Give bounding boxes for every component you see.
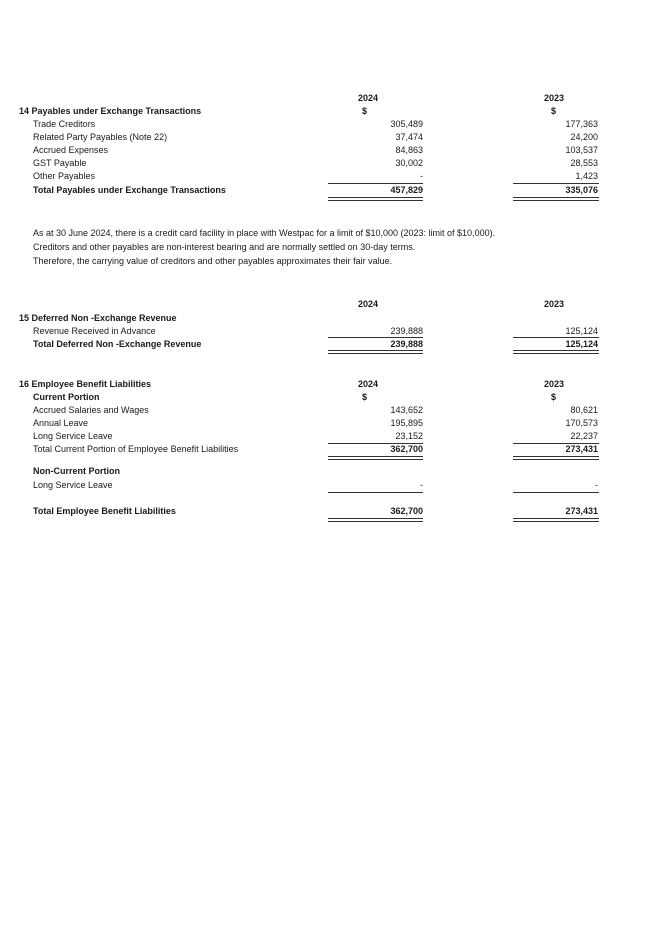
n14-total-rule-2023 <box>513 197 599 201</box>
n14-currency-2023: $ <box>551 106 557 116</box>
n15-total-rule-2024 <box>328 350 423 354</box>
n16-row-v2024: 143,652 <box>390 405 423 415</box>
n16-row-v2023: 22,237 <box>570 431 598 441</box>
n14-row-v2023: 103,537 <box>565 145 598 155</box>
n15-row-v2023: 125,124 <box>565 326 598 336</box>
n15-total-rule-2023 <box>513 350 599 354</box>
n14-row-v2024: 37,474 <box>395 132 423 142</box>
n16-currency-2024: $ <box>362 392 368 402</box>
n14-row-v2023: 1,423 <box>575 171 598 181</box>
n14-row-label: Related Party Payables (Note 22) <box>33 132 168 142</box>
n16-noncurrent-row-v2023: - <box>595 480 598 490</box>
n15-total-v2024: 239,888 <box>390 339 423 349</box>
n16-row-v2024: 23,152 <box>395 431 423 441</box>
n14-subtotal-rule-2024 <box>328 183 423 184</box>
n16-noncurrent-heading: Non-Current Portion <box>33 466 120 476</box>
n15-row-label: Revenue Received in Advance <box>33 326 156 336</box>
n16-current-total-v2023: 273,431 <box>565 444 598 454</box>
n16-row-label: Annual Leave <box>33 418 89 428</box>
n14-row-v2024: 30,002 <box>395 158 423 168</box>
n15-title: 15 Deferred Non -Exchange Revenue <box>19 313 177 323</box>
n16-grand-total-rule-2024 <box>328 518 423 522</box>
n14-total-v2024: 457,829 <box>390 185 423 195</box>
n14-total-rule-2024 <box>328 197 423 201</box>
n16-current-total-label: Total Current Portion of Employee Benefit Liabilities <box>33 444 239 454</box>
n16-grand-total-label: Total Employee Benefit Liabilities <box>33 506 176 516</box>
n14-row-v2024: - <box>420 171 423 181</box>
n15-subtotal-rule-2024 <box>328 337 423 338</box>
n14-para-line: As at 30 June 2024, there is a credit card facility in place with Westpac for a limit of $10,000 (2023: limit of $10,000). <box>33 228 496 238</box>
n16-row-label: Long Service Leave <box>33 431 113 441</box>
n16-grand-total-rule-2023 <box>513 518 599 522</box>
n14-row-v2023: 177,363 <box>565 119 598 129</box>
n16-row-v2024: 195,895 <box>390 418 423 428</box>
n16-row-v2023: 170,573 <box>565 418 598 428</box>
n14-row-v2024: 305,489 <box>390 119 423 129</box>
n16-row-label: Accrued Salaries and Wages <box>33 405 149 415</box>
n16-noncurrent-row-label: Long Service Leave <box>33 480 113 490</box>
n16-current-total-rule-2023 <box>513 456 599 460</box>
n14-row-label: Trade Creditors <box>33 119 96 129</box>
n14-total-v2023: 335,076 <box>565 185 598 195</box>
n14-currency-2024: $ <box>362 106 368 116</box>
n14-row-label: GST Payable <box>33 158 87 168</box>
n16-noncurrent-row-v2024: - <box>420 480 423 490</box>
n16-current-total-v2024: 362,700 <box>390 444 423 454</box>
n14-row-label: Accrued Expenses <box>33 145 109 155</box>
n14-row-label: Other Payables <box>33 171 96 181</box>
n14-year-2023: 2023 <box>543 93 565 103</box>
n14-total-label: Total Payables under Exchange Transactions <box>33 185 226 195</box>
n14-para-line: Therefore, the carrying value of creditors and other payables approximates their fair value. <box>33 256 393 266</box>
n16-grand-total-v2024: 362,700 <box>390 506 423 516</box>
n16-current-total-rule-2024 <box>328 456 423 460</box>
n16-year-2023: 2023 <box>543 379 565 389</box>
n16-currency-2023: $ <box>551 392 557 402</box>
n14-subtotal-rule-2023 <box>513 183 599 184</box>
n14-row-v2023: 28,553 <box>570 158 598 168</box>
n16-current-heading: Current Portion <box>33 392 100 402</box>
n14-year-2024: 2024 <box>357 93 379 103</box>
n15-year-2024: 2024 <box>357 299 379 309</box>
n15-subtotal-rule-2023 <box>513 337 599 338</box>
n16-noncurrent-rule-2024 <box>328 492 423 493</box>
n14-row-v2024: 84,863 <box>395 145 423 155</box>
n16-noncurrent-rule-2023 <box>513 492 599 493</box>
n16-grand-total-v2023: 273,431 <box>565 506 598 516</box>
n14-title: 14 Payables under Exchange Transactions <box>19 106 202 116</box>
n16-title: 16 Employee Benefit Liabilities <box>19 379 152 389</box>
n15-year-2023: 2023 <box>543 299 565 309</box>
n16-year-2024: 2024 <box>357 379 379 389</box>
n14-row-v2023: 24,200 <box>570 132 598 142</box>
n16-row-v2023: 80,621 <box>570 405 598 415</box>
n15-total-label: Total Deferred Non -Exchange Revenue <box>33 339 202 349</box>
n14-para-line: Creditors and other payables are non-interest bearing and are normally settled on 30-day terms. <box>33 242 416 252</box>
n15-row-v2024: 239,888 <box>390 326 423 336</box>
n15-total-v2023: 125,124 <box>565 339 598 349</box>
